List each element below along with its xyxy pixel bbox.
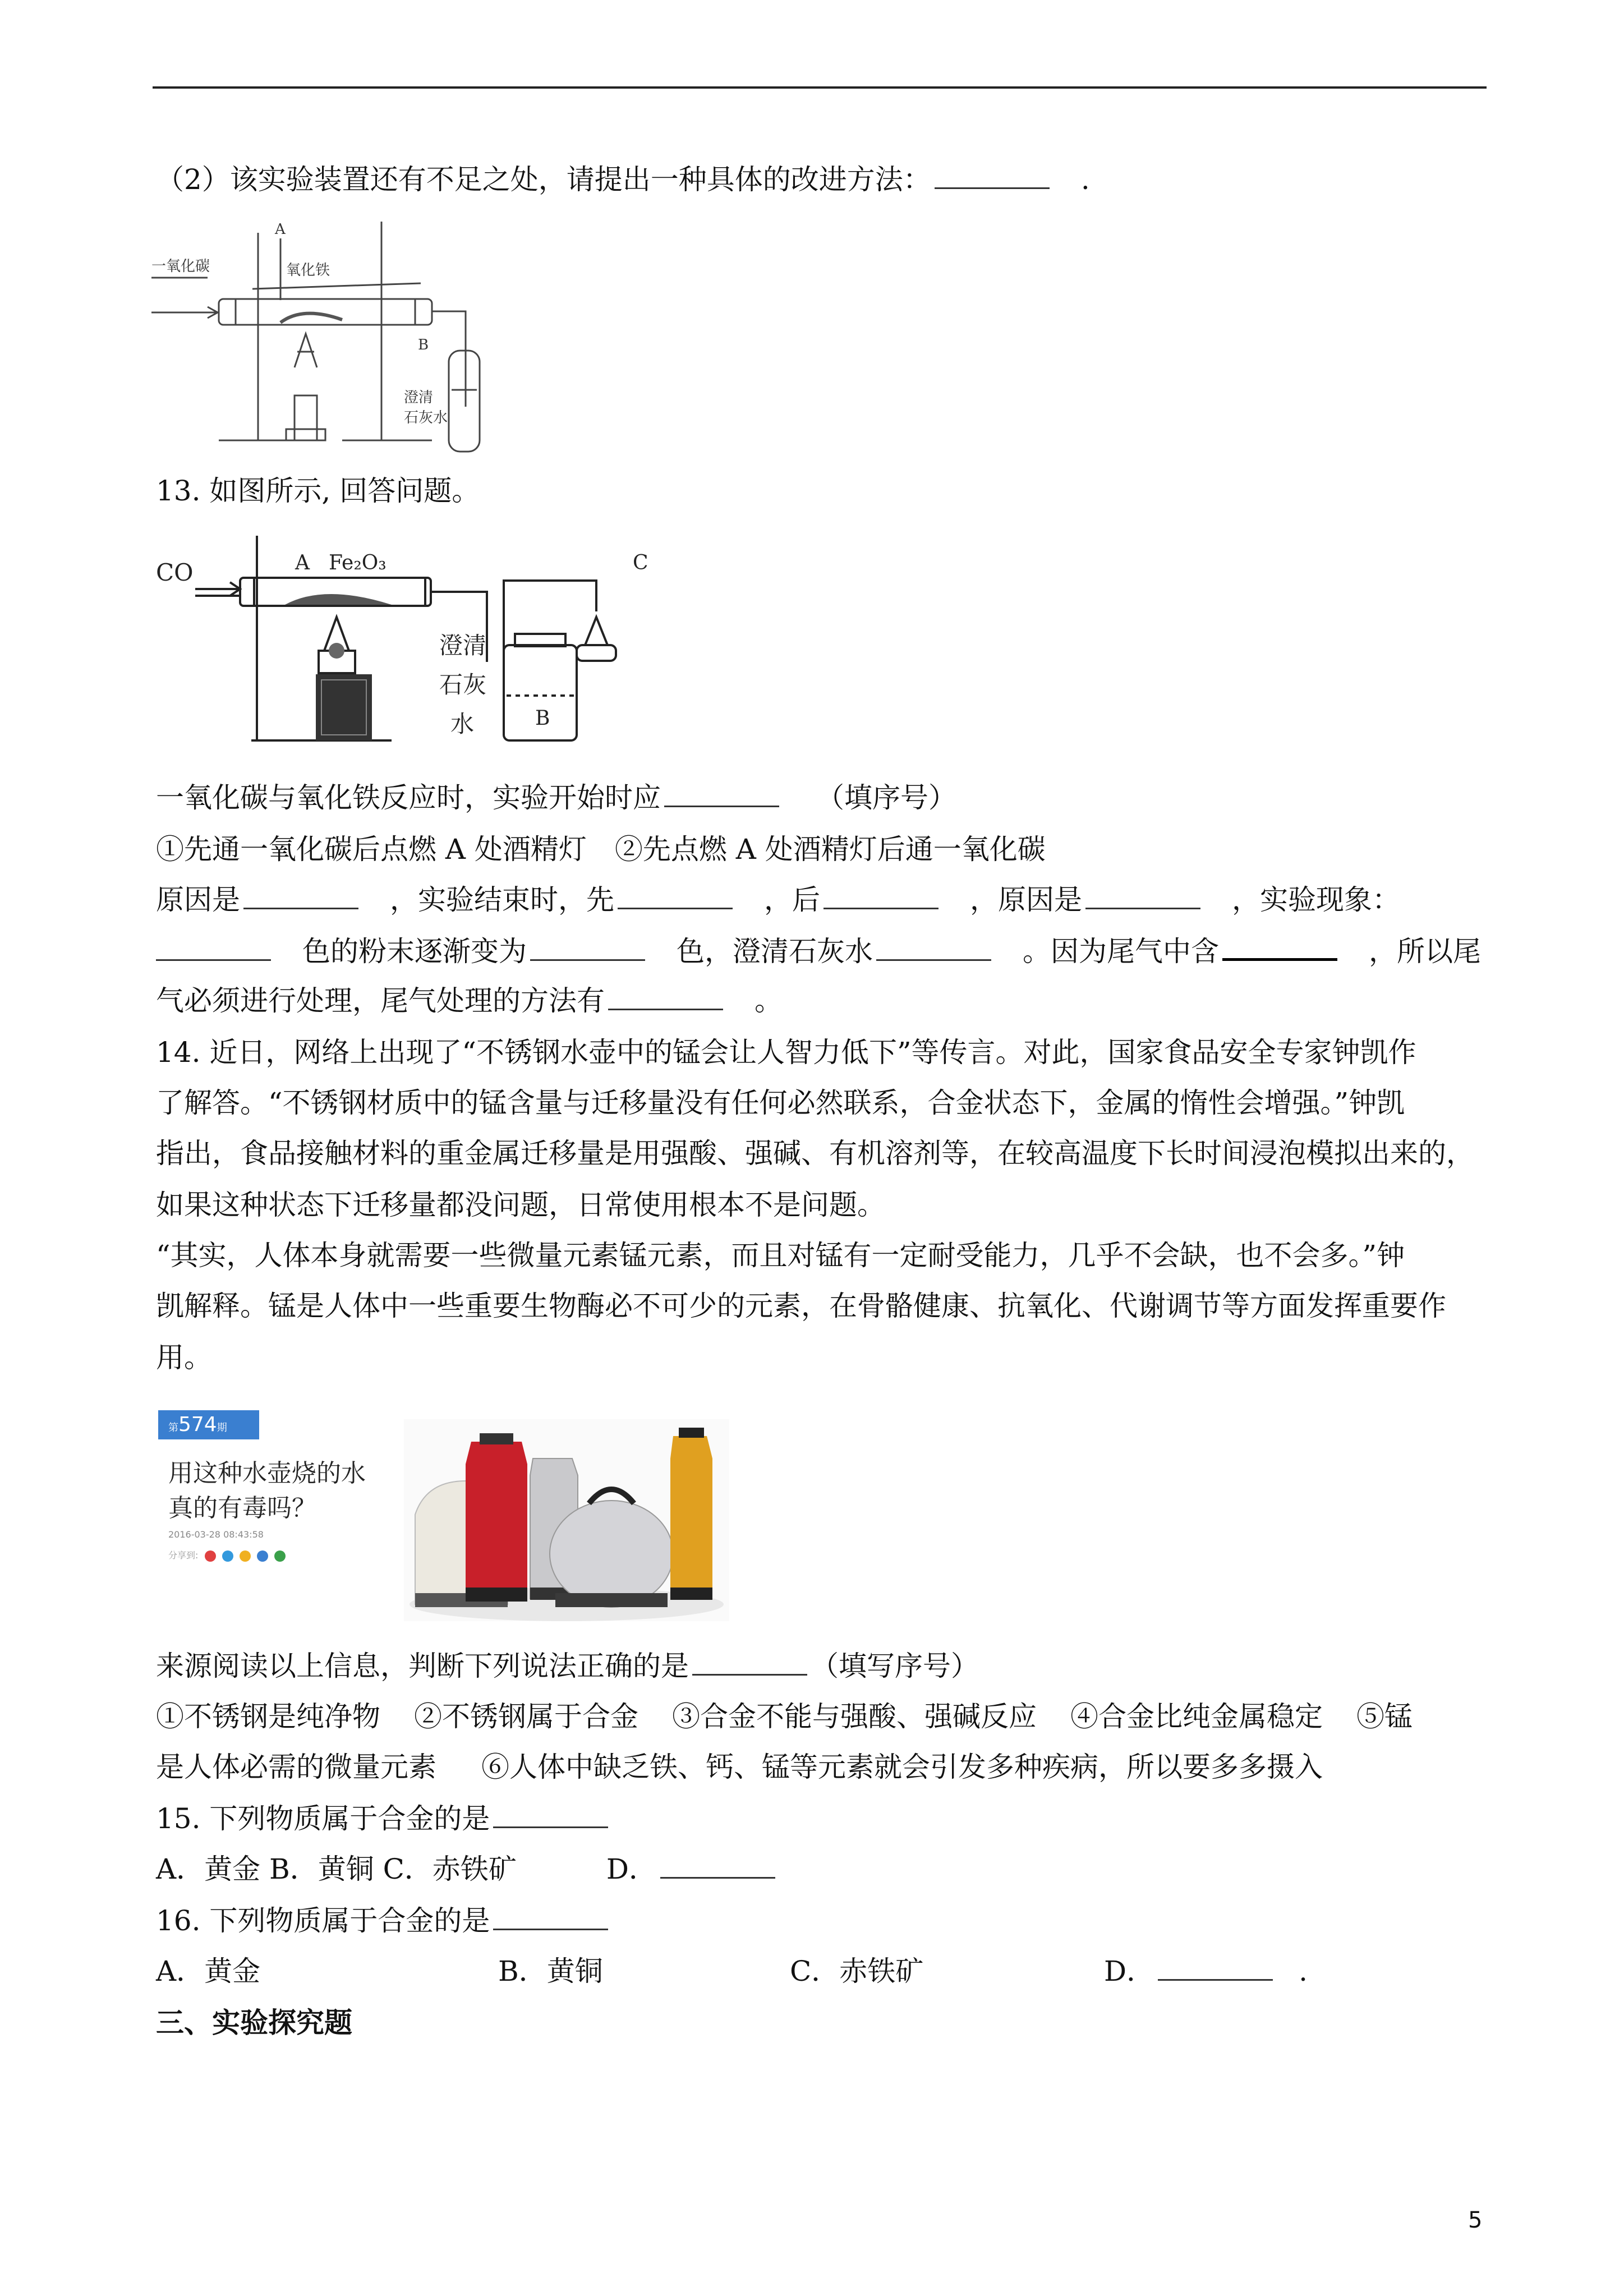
kettles-photo	[404, 1419, 729, 1621]
q16-option-d: D．	[1104, 1955, 1155, 1987]
q16-end: .	[1299, 1955, 1308, 1987]
section-title-experiment: 三、实验探究题	[156, 2006, 352, 2039]
article-card	[156, 1409, 371, 1569]
q14-options-line-2	[156, 1750, 1323, 1784]
q13-b2: ，实验结束时，先	[390, 884, 614, 916]
q15-options	[156, 1852, 779, 1886]
article-headline: 用这种水壶烧的水 真的有毒吗？	[168, 1459, 366, 1522]
header-rule	[153, 86, 1487, 89]
answer-blank[interactable]	[935, 163, 1050, 189]
answer-blank[interactable]	[608, 984, 723, 1010]
star-icon[interactable]	[240, 1550, 251, 1562]
q16-option-c: C．赤铁矿	[790, 1955, 924, 1987]
q13-line-b	[156, 883, 1400, 917]
answer-blank[interactable]	[692, 1649, 807, 1676]
answer-blank[interactable]	[618, 883, 733, 909]
q13-line-d	[156, 984, 783, 1018]
q14-option-5: ⑤锰	[1356, 1700, 1413, 1733]
q14-option-2: ②不锈钢属于合金	[414, 1700, 638, 1733]
q14-paragraph-line: “其实，人体本身就需要一些微量元素锰元素，而且对锰有一定耐受能力，几乎不会缺，也不会多。”钟	[156, 1239, 1405, 1272]
answer-blank[interactable]	[876, 935, 991, 961]
q13-c3: 。因为尾气中含	[1023, 935, 1219, 968]
article-timestamp: 2016-03-28 08:43:58	[168, 1529, 264, 1540]
q13-option-2: ②先点燃 A 处酒精灯后通一氧化碳	[614, 833, 1046, 866]
q14-paragraph-line: 如果这种状态下迁移量都没问题，日常使用根本不是问题。	[156, 1189, 885, 1221]
q14-question-text: 来源阅读以上信息，判断下列说法正确的是	[156, 1650, 689, 1682]
q14-option-1: ①不锈钢是纯净物	[156, 1700, 380, 1733]
q16-option-a: A．黄金	[156, 1955, 261, 1987]
q13-option-1: ①先通一氧化碳后点燃 A 处酒精灯	[156, 833, 587, 866]
q14-option-5-cont: 是人体必需的微量元素	[156, 1751, 436, 1783]
answer-blank[interactable]	[823, 883, 938, 909]
q13-options	[156, 832, 1046, 866]
person-icon[interactable]	[257, 1550, 268, 1562]
answer-blank[interactable]	[660, 1852, 775, 1879]
q13-b1: 原因是	[156, 884, 240, 916]
q13-a-text: 一氧化碳与氧化铁反应时，实验开始时应	[156, 781, 661, 814]
q13-c2: 色，澄清石灰水	[677, 935, 873, 968]
issue-badge: 第574期	[158, 1410, 259, 1439]
fig1-label-lime2: 石灰水	[404, 409, 448, 426]
answer-blank[interactable]	[1085, 883, 1200, 909]
answer-blank[interactable]	[664, 781, 779, 807]
q12-part2	[156, 163, 1090, 196]
fig1-label-lime1: 澄清	[404, 389, 434, 406]
fig2-label-lime1: 澄清	[439, 632, 487, 659]
q13-b5: ，实验现象：	[1232, 884, 1400, 916]
fig2-label-a: A	[295, 551, 310, 574]
q14-paragraph-line: 了解答。“不锈钢材质中的锰含量与迁移量没有任何必然联系，合金状态下，金属的惰性会增强。”钟凯	[156, 1087, 1405, 1119]
fig1-label-fe: 氧化铁	[286, 262, 330, 279]
q13-b4: ，原因是	[970, 884, 1082, 916]
q13-c1: 色的粉末逐渐变为	[302, 935, 527, 968]
q14-paragraph-line: 指出，食品接触材料的重金属迁移量是用强酸、强碱、有机溶剂等，在较高温度下长时间浸泡模拟出来的，	[156, 1137, 1474, 1170]
q14-option-6: ⑥人体中缺乏铁、钙、锰等元素就会引发多种疾病，所以要多多摄入	[481, 1751, 1323, 1783]
qq-icon[interactable]	[222, 1550, 233, 1562]
page-number: 5	[1468, 2207, 1483, 2233]
q14-option-3: ③合金不能与强酸、强碱反应	[672, 1700, 1037, 1733]
fig2-label-fe: Fe₂O₃	[329, 551, 387, 574]
q13-line-c	[156, 933, 1481, 968]
q16-option-b: B．黄铜	[498, 1955, 603, 1987]
q16-option-d-wrap	[1104, 1954, 1308, 1988]
q13-d2: 。	[755, 984, 783, 1017]
q14-paragraph-line: 用。	[156, 1341, 212, 1374]
fig2-label-lime3: 水	[450, 710, 475, 738]
q13-title: 13. 如图所示, 回答问题。	[156, 475, 480, 507]
q14-question-end: （填写序号）	[811, 1650, 979, 1682]
q14-options-line-1	[156, 1700, 1413, 1733]
share-more-icon[interactable]	[274, 1550, 286, 1562]
fig2-label-lime2: 石灰	[439, 671, 487, 698]
answer-blank[interactable]	[493, 1802, 608, 1828]
q13-line-a	[156, 781, 956, 815]
answer-blank[interactable]	[243, 883, 358, 909]
fig2-label-b: B	[535, 707, 550, 730]
fig2-label-co: CO	[156, 559, 194, 586]
share-label: 分享到:	[168, 1550, 199, 1561]
q14-question	[156, 1649, 979, 1683]
q14-paragraph-line: 14. 近日，网络上出现了“不锈钢水壶中的锰会让人智力低下”等传言。对此，国家食品安全专家钟凯作	[156, 1036, 1416, 1069]
q16-title	[156, 1904, 611, 1938]
q12-part2-text: （2）该实验装置还有不足之处，请提出一种具体的改进方法：	[156, 163, 931, 196]
q14-option-4: ④合金比纯金属稳定	[1070, 1700, 1323, 1733]
fig2-label-c: C	[633, 551, 648, 574]
figure-apparatus-1	[151, 222, 522, 457]
q12-part2-end: .	[1080, 163, 1090, 196]
answer-blank[interactable]	[493, 1904, 608, 1930]
q14-paragraph-line: 凯解释。锰是人体中一些重要生物酶必不可少的元素，在骨骼健康、抗氧化、代谢调节等方面发挥重要作	[156, 1290, 1446, 1322]
q15-option-d: D．	[606, 1853, 657, 1885]
q13-b3: ，后	[764, 884, 820, 916]
q13-a-end: （填序号）	[816, 781, 956, 814]
share-row	[168, 1548, 286, 1562]
q15-options-abc: A．黄金 B．黄铜 C．赤铁矿	[156, 1853, 517, 1885]
q13-d1: 气必须进行处理，尾气处理的方法有	[156, 984, 605, 1017]
answer-blank[interactable]	[530, 935, 645, 961]
weibo-icon[interactable]	[205, 1550, 216, 1562]
answer-blank[interactable]	[156, 935, 271, 961]
answer-blank[interactable]	[1222, 933, 1337, 961]
q16-text: 16. 下列物质属于合金的是	[156, 1904, 490, 1937]
q15-text: 15. 下列物质属于合金的是	[156, 1802, 490, 1835]
fig1-label-a: A	[275, 222, 286, 238]
q15-title	[156, 1802, 611, 1835]
fig1-label-b: B	[418, 337, 429, 353]
answer-blank[interactable]	[1158, 1954, 1273, 1981]
fig1-label-co: 一氧化碳	[151, 258, 210, 275]
figure-apparatus-2	[156, 533, 661, 746]
q13-c4: ，所以尾	[1369, 935, 1481, 968]
